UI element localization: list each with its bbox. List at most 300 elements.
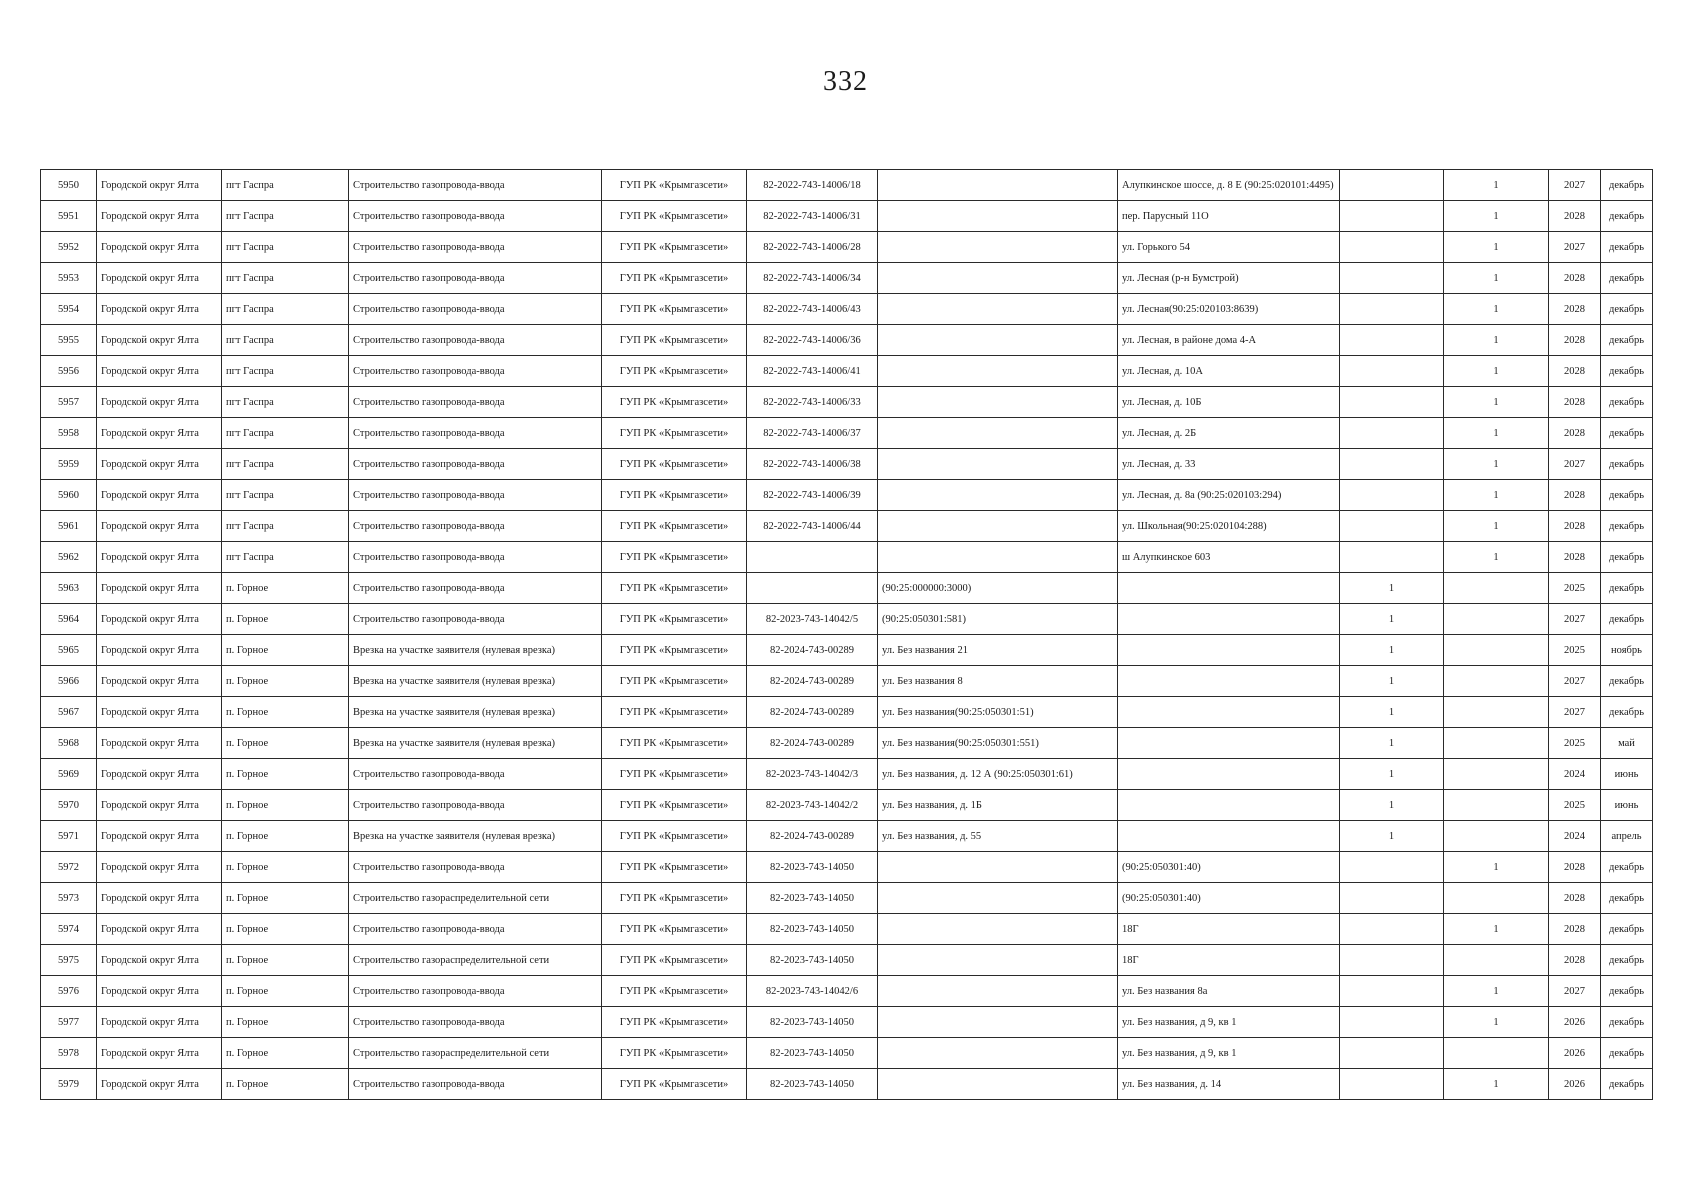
address-cell-b: ул. Без названия, д. 14	[1118, 1069, 1340, 1100]
quantity-cell-a	[1340, 418, 1444, 449]
row-number-cell: 5974	[41, 914, 97, 945]
quantity-cell-a: 1	[1340, 759, 1444, 790]
work-type-cell: Врезка на участке заявителя (нулевая врезка)	[349, 697, 602, 728]
table-row	[41, 170, 1653, 201]
row-number-cell: 5957	[41, 387, 97, 418]
application-id-cell: 82-2022-743-14006/41	[747, 356, 878, 387]
municipality-cell: Городской округ Ялта	[97, 201, 222, 232]
row-number-cell: 5964	[41, 604, 97, 635]
year-cell: 2028	[1549, 418, 1601, 449]
table-row	[41, 325, 1653, 356]
table-row	[41, 1069, 1653, 1100]
address-cell-a	[878, 387, 1118, 418]
quantity-cell-b: 1	[1444, 852, 1549, 883]
organization-cell: ГУП РК «Крымгазсети»	[602, 821, 747, 852]
address-cell-b	[1118, 666, 1340, 697]
organization-cell: ГУП РК «Крымгазсети»	[602, 914, 747, 945]
quantity-cell-a	[1340, 170, 1444, 201]
quantity-cell-a: 1	[1340, 573, 1444, 604]
row-number-cell: 5973	[41, 883, 97, 914]
table-row	[41, 294, 1653, 325]
year-cell: 2028	[1549, 356, 1601, 387]
quantity-cell-b: 1	[1444, 914, 1549, 945]
quantity-cell-a	[1340, 1038, 1444, 1069]
municipality-cell: Городской округ Ялта	[97, 387, 222, 418]
address-cell-a	[878, 325, 1118, 356]
organization-cell: ГУП РК «Крымгазсети»	[602, 1007, 747, 1038]
row-number-cell: 5960	[41, 480, 97, 511]
address-cell-b	[1118, 604, 1340, 635]
application-id-cell: 82-2022-743-14006/33	[747, 387, 878, 418]
settlement-cell: п. Горное	[222, 852, 349, 883]
address-cell-b: пер. Парусный 11О	[1118, 201, 1340, 232]
address-cell-a	[878, 511, 1118, 542]
work-type-cell: Строительство газопровода-ввода	[349, 232, 602, 263]
month-cell: декабрь	[1601, 511, 1653, 542]
work-type-cell: Строительство газораспределительной сети	[349, 1038, 602, 1069]
table-row	[41, 666, 1653, 697]
municipality-cell: Городской округ Ялта	[97, 356, 222, 387]
municipality-cell: Городской округ Ялта	[97, 604, 222, 635]
address-cell-b: ул. Школьная(90:25:020104:288)	[1118, 511, 1340, 542]
municipality-cell: Городской округ Ялта	[97, 170, 222, 201]
table-row	[41, 976, 1653, 1007]
row-number-cell: 5976	[41, 976, 97, 1007]
quantity-cell-b: 1	[1444, 1007, 1549, 1038]
table-row	[41, 449, 1653, 480]
month-cell: декабрь	[1601, 387, 1653, 418]
application-id-cell	[747, 542, 878, 573]
application-id-cell: 82-2024-743-00289	[747, 728, 878, 759]
year-cell: 2028	[1549, 542, 1601, 573]
quantity-cell-a	[1340, 294, 1444, 325]
organization-cell: ГУП РК «Крымгазсети»	[602, 666, 747, 697]
address-cell-b: ул. Лесная, д. 10Б	[1118, 387, 1340, 418]
quantity-cell-b: 1	[1444, 511, 1549, 542]
application-id-cell: 82-2022-743-14006/34	[747, 263, 878, 294]
application-id-cell: 82-2022-743-14006/36	[747, 325, 878, 356]
application-id-cell: 82-2022-743-14006/18	[747, 170, 878, 201]
year-cell: 2025	[1549, 790, 1601, 821]
application-id-cell: 82-2023-743-14050	[747, 1007, 878, 1038]
application-id-cell: 82-2023-743-14042/3	[747, 759, 878, 790]
quantity-cell-a	[1340, 356, 1444, 387]
table-row	[41, 914, 1653, 945]
month-cell: апрель	[1601, 821, 1653, 852]
work-type-cell: Строительство газопровода-ввода	[349, 511, 602, 542]
page-number: 332	[823, 66, 868, 97]
address-cell-b: ул. Горького 54	[1118, 232, 1340, 263]
registry-rows	[41, 170, 1653, 1100]
application-id-cell: 82-2024-743-00289	[747, 635, 878, 666]
quantity-cell-a	[1340, 883, 1444, 914]
organization-cell: ГУП РК «Крымгазсети»	[602, 201, 747, 232]
work-type-cell: Строительство газопровода-ввода	[349, 914, 602, 945]
settlement-cell: п. Горное	[222, 697, 349, 728]
table-row	[41, 945, 1653, 976]
quantity-cell-a: 1	[1340, 604, 1444, 635]
application-id-cell: 82-2023-743-14042/6	[747, 976, 878, 1007]
address-cell-a	[878, 1069, 1118, 1100]
municipality-cell: Городской округ Ялта	[97, 418, 222, 449]
row-number-cell: 5978	[41, 1038, 97, 1069]
quantity-cell-b: 1	[1444, 542, 1549, 573]
organization-cell: ГУП РК «Крымгазсети»	[602, 1069, 747, 1100]
address-cell-a	[878, 356, 1118, 387]
settlement-cell: пгт Гаспра	[222, 356, 349, 387]
month-cell: май	[1601, 728, 1653, 759]
row-number-cell: 5971	[41, 821, 97, 852]
municipality-cell: Городской округ Ялта	[97, 790, 222, 821]
month-cell: декабрь	[1601, 883, 1653, 914]
registry-table	[40, 169, 1653, 1100]
table-row	[41, 1007, 1653, 1038]
organization-cell: ГУП РК «Крымгазсети»	[602, 573, 747, 604]
quantity-cell-b: 1	[1444, 263, 1549, 294]
organization-cell: ГУП РК «Крымгазсети»	[602, 945, 747, 976]
year-cell: 2026	[1549, 1069, 1601, 1100]
organization-cell: ГУП РК «Крымгазсети»	[602, 263, 747, 294]
address-cell-b: ул. Лесная, д. 8а (90:25:020103:294)	[1118, 480, 1340, 511]
address-cell-a	[878, 170, 1118, 201]
work-type-cell: Строительство газопровода-ввода	[349, 790, 602, 821]
row-number-cell: 5967	[41, 697, 97, 728]
work-type-cell: Строительство газопровода-ввода	[349, 573, 602, 604]
row-number-cell: 5954	[41, 294, 97, 325]
month-cell: декабрь	[1601, 449, 1653, 480]
settlement-cell: пгт Гаспра	[222, 201, 349, 232]
address-cell-b: 18Г	[1118, 914, 1340, 945]
quantity-cell-b: 1	[1444, 325, 1549, 356]
quantity-cell-a: 1	[1340, 697, 1444, 728]
quantity-cell-b	[1444, 1038, 1549, 1069]
address-cell-b	[1118, 759, 1340, 790]
work-type-cell: Строительство газопровода-ввода	[349, 542, 602, 573]
municipality-cell: Городской округ Ялта	[97, 1007, 222, 1038]
quantity-cell-a: 1	[1340, 728, 1444, 759]
municipality-cell: Городской округ Ялта	[97, 325, 222, 356]
row-number-cell: 5970	[41, 790, 97, 821]
organization-cell: ГУП РК «Крымгазсети»	[602, 387, 747, 418]
year-cell: 2028	[1549, 945, 1601, 976]
month-cell: ноябрь	[1601, 635, 1653, 666]
organization-cell: ГУП РК «Крымгазсети»	[602, 480, 747, 511]
municipality-cell: Городской округ Ялта	[97, 759, 222, 790]
settlement-cell: п. Горное	[222, 666, 349, 697]
settlement-cell: пгт Гаспра	[222, 387, 349, 418]
work-type-cell: Строительство газораспределительной сети	[349, 883, 602, 914]
municipality-cell: Городской округ Ялта	[97, 697, 222, 728]
row-number-cell: 5958	[41, 418, 97, 449]
quantity-cell-a	[1340, 945, 1444, 976]
municipality-cell: Городской округ Ялта	[97, 821, 222, 852]
address-cell-a	[878, 418, 1118, 449]
month-cell: декабрь	[1601, 573, 1653, 604]
month-cell: декабрь	[1601, 1069, 1653, 1100]
year-cell: 2028	[1549, 263, 1601, 294]
settlement-cell: пгт Гаспра	[222, 511, 349, 542]
application-id-cell: 82-2024-743-00289	[747, 821, 878, 852]
work-type-cell: Врезка на участке заявителя (нулевая врезка)	[349, 666, 602, 697]
quantity-cell-a	[1340, 387, 1444, 418]
municipality-cell: Городской округ Ялта	[97, 1069, 222, 1100]
month-cell: декабрь	[1601, 1007, 1653, 1038]
settlement-cell: пгт Гаспра	[222, 480, 349, 511]
month-cell: декабрь	[1601, 666, 1653, 697]
address-cell-b: ул. Лесная, в районе дома 4-А	[1118, 325, 1340, 356]
year-cell: 2025	[1549, 573, 1601, 604]
address-cell-a: ул. Без названия 21	[878, 635, 1118, 666]
table-row	[41, 573, 1653, 604]
row-number-cell: 5969	[41, 759, 97, 790]
quantity-cell-a: 1	[1340, 666, 1444, 697]
application-id-cell: 82-2022-743-14006/43	[747, 294, 878, 325]
address-cell-b: ул. Лесная, д. 10А	[1118, 356, 1340, 387]
month-cell: декабрь	[1601, 1038, 1653, 1069]
quantity-cell-b: 1	[1444, 294, 1549, 325]
settlement-cell: п. Горное	[222, 604, 349, 635]
month-cell: декабрь	[1601, 852, 1653, 883]
year-cell: 2025	[1549, 728, 1601, 759]
settlement-cell: п. Горное	[222, 573, 349, 604]
year-cell: 2025	[1549, 635, 1601, 666]
settlement-cell: п. Горное	[222, 1069, 349, 1100]
year-cell: 2027	[1549, 232, 1601, 263]
municipality-cell: Городской округ Ялта	[97, 480, 222, 511]
application-id-cell: 82-2022-743-14006/44	[747, 511, 878, 542]
year-cell: 2027	[1549, 170, 1601, 201]
application-id-cell: 82-2023-743-14050	[747, 883, 878, 914]
application-id-cell: 82-2022-743-14006/38	[747, 449, 878, 480]
settlement-cell: п. Горное	[222, 728, 349, 759]
settlement-cell: пгт Гаспра	[222, 263, 349, 294]
quantity-cell-b	[1444, 945, 1549, 976]
work-type-cell: Строительство газопровода-ввода	[349, 418, 602, 449]
year-cell: 2028	[1549, 511, 1601, 542]
work-type-cell: Строительство газопровода-ввода	[349, 480, 602, 511]
application-id-cell	[747, 573, 878, 604]
address-cell-b: Алупкинское шоссе, д. 8 Е (90:25:020101:4495)	[1118, 170, 1340, 201]
application-id-cell: 82-2022-743-14006/37	[747, 418, 878, 449]
settlement-cell: п. Горное	[222, 1038, 349, 1069]
work-type-cell: Строительство газопровода-ввода	[349, 201, 602, 232]
municipality-cell: Городской округ Ялта	[97, 852, 222, 883]
month-cell: декабрь	[1601, 418, 1653, 449]
table-row	[41, 883, 1653, 914]
address-cell-a	[878, 945, 1118, 976]
organization-cell: ГУП РК «Крымгазсети»	[602, 790, 747, 821]
municipality-cell: Городской округ Ялта	[97, 232, 222, 263]
application-id-cell: 82-2023-743-14050	[747, 1069, 878, 1100]
row-number-cell: 5952	[41, 232, 97, 263]
table-row	[41, 263, 1653, 294]
application-id-cell: 82-2023-743-14050	[747, 852, 878, 883]
settlement-cell: пгт Гаспра	[222, 325, 349, 356]
table-row	[41, 790, 1653, 821]
quantity-cell-b	[1444, 573, 1549, 604]
table-row	[41, 635, 1653, 666]
month-cell: декабрь	[1601, 914, 1653, 945]
quantity-cell-a	[1340, 232, 1444, 263]
month-cell: декабрь	[1601, 170, 1653, 201]
table-row	[41, 232, 1653, 263]
address-cell-a	[878, 1007, 1118, 1038]
quantity-cell-a	[1340, 852, 1444, 883]
year-cell: 2027	[1549, 449, 1601, 480]
address-cell-b: ул. Без названия 8а	[1118, 976, 1340, 1007]
organization-cell: ГУП РК «Крымгазсети»	[602, 294, 747, 325]
year-cell: 2026	[1549, 1007, 1601, 1038]
quantity-cell-a	[1340, 1069, 1444, 1100]
work-type-cell: Строительство газопровода-ввода	[349, 387, 602, 418]
organization-cell: ГУП РК «Крымгазсети»	[602, 418, 747, 449]
quantity-cell-a	[1340, 976, 1444, 1007]
work-type-cell: Строительство газопровода-ввода	[349, 294, 602, 325]
municipality-cell: Городской округ Ялта	[97, 914, 222, 945]
month-cell: декабрь	[1601, 325, 1653, 356]
address-cell-b: 18Г	[1118, 945, 1340, 976]
address-cell-a	[878, 263, 1118, 294]
work-type-cell: Строительство газопровода-ввода	[349, 325, 602, 356]
year-cell: 2027	[1549, 666, 1601, 697]
quantity-cell-a: 1	[1340, 821, 1444, 852]
year-cell: 2024	[1549, 759, 1601, 790]
address-cell-a: ул. Без названия(90:25:050301:51)	[878, 697, 1118, 728]
municipality-cell: Городской округ Ялта	[97, 449, 222, 480]
address-cell-a: ул. Без названия(90:25:050301:551)	[878, 728, 1118, 759]
municipality-cell: Городской округ Ялта	[97, 573, 222, 604]
address-cell-a: (90:25:050301:581)	[878, 604, 1118, 635]
address-cell-b: ул. Лесная, д. 2Б	[1118, 418, 1340, 449]
row-number-cell: 5968	[41, 728, 97, 759]
year-cell: 2028	[1549, 294, 1601, 325]
application-id-cell: 82-2023-743-14042/2	[747, 790, 878, 821]
address-cell-a: ул. Без названия, д. 1Б	[878, 790, 1118, 821]
quantity-cell-a	[1340, 1007, 1444, 1038]
quantity-cell-b: 1	[1444, 976, 1549, 1007]
settlement-cell: пгт Гаспра	[222, 449, 349, 480]
work-type-cell: Строительство газопровода-ввода	[349, 263, 602, 294]
quantity-cell-a	[1340, 914, 1444, 945]
table-row	[41, 821, 1653, 852]
organization-cell: ГУП РК «Крымгазсети»	[602, 883, 747, 914]
work-type-cell: Строительство газопровода-ввода	[349, 976, 602, 1007]
municipality-cell: Городской округ Ялта	[97, 635, 222, 666]
row-number-cell: 5977	[41, 1007, 97, 1038]
table-row	[41, 852, 1653, 883]
month-cell: декабрь	[1601, 697, 1653, 728]
quantity-cell-b: 1	[1444, 356, 1549, 387]
quantity-cell-b	[1444, 604, 1549, 635]
organization-cell: ГУП РК «Крымгазсети»	[602, 542, 747, 573]
address-cell-a	[878, 201, 1118, 232]
address-cell-b: ул. Лесная (р-н Бумстрой)	[1118, 263, 1340, 294]
address-cell-b: (90:25:050301:40)	[1118, 852, 1340, 883]
table-row	[41, 480, 1653, 511]
row-number-cell: 5955	[41, 325, 97, 356]
quantity-cell-b	[1444, 821, 1549, 852]
month-cell: декабрь	[1601, 263, 1653, 294]
quantity-cell-b	[1444, 883, 1549, 914]
settlement-cell: п. Горное	[222, 883, 349, 914]
organization-cell: ГУП РК «Крымгазсети»	[602, 976, 747, 1007]
row-number-cell: 5951	[41, 201, 97, 232]
month-cell: июнь	[1601, 759, 1653, 790]
work-type-cell: Строительство газопровода-ввода	[349, 604, 602, 635]
address-cell-a	[878, 976, 1118, 1007]
municipality-cell: Городской округ Ялта	[97, 263, 222, 294]
address-cell-a	[878, 542, 1118, 573]
quantity-cell-b	[1444, 759, 1549, 790]
settlement-cell: п. Горное	[222, 635, 349, 666]
quantity-cell-a	[1340, 263, 1444, 294]
organization-cell: ГУП РК «Крымгазсети»	[602, 635, 747, 666]
organization-cell: ГУП РК «Крымгазсети»	[602, 449, 747, 480]
year-cell: 2027	[1549, 976, 1601, 1007]
settlement-cell: п. Горное	[222, 976, 349, 1007]
application-id-cell: 82-2024-743-00289	[747, 697, 878, 728]
organization-cell: ГУП РК «Крымгазсети»	[602, 759, 747, 790]
settlement-cell: пгт Гаспра	[222, 542, 349, 573]
work-type-cell: Строительство газопровода-ввода	[349, 1007, 602, 1038]
quantity-cell-a	[1340, 325, 1444, 356]
address-cell-b	[1118, 635, 1340, 666]
month-cell: декабрь	[1601, 356, 1653, 387]
address-cell-b	[1118, 728, 1340, 759]
quantity-cell-b	[1444, 666, 1549, 697]
quantity-cell-b: 1	[1444, 201, 1549, 232]
municipality-cell: Городской округ Ялта	[97, 976, 222, 1007]
work-type-cell: Врезка на участке заявителя (нулевая врезка)	[349, 635, 602, 666]
quantity-cell-b	[1444, 635, 1549, 666]
table-row	[41, 604, 1653, 635]
address-cell-a	[878, 294, 1118, 325]
organization-cell: ГУП РК «Крымгазсети»	[602, 1038, 747, 1069]
municipality-cell: Городской округ Ялта	[97, 511, 222, 542]
address-cell-a	[878, 852, 1118, 883]
table-row	[41, 387, 1653, 418]
address-cell-a	[878, 232, 1118, 263]
quantity-cell-b: 1	[1444, 232, 1549, 263]
settlement-cell: п. Горное	[222, 759, 349, 790]
table-row	[41, 542, 1653, 573]
month-cell: июнь	[1601, 790, 1653, 821]
table-row	[41, 418, 1653, 449]
settlement-cell: п. Горное	[222, 821, 349, 852]
application-id-cell: 82-2023-743-14050	[747, 945, 878, 976]
table-row	[41, 759, 1653, 790]
address-cell-b: (90:25:050301:40)	[1118, 883, 1340, 914]
address-cell-a	[878, 1038, 1118, 1069]
address-cell-b: ул. Без названия, д 9, кв 1	[1118, 1038, 1340, 1069]
month-cell: декабрь	[1601, 294, 1653, 325]
address-cell-b: ул. Лесная(90:25:020103:8639)	[1118, 294, 1340, 325]
municipality-cell: Городской округ Ялта	[97, 945, 222, 976]
organization-cell: ГУП РК «Крымгазсети»	[602, 232, 747, 263]
quantity-cell-a: 1	[1340, 635, 1444, 666]
quantity-cell-b: 1	[1444, 170, 1549, 201]
year-cell: 2028	[1549, 201, 1601, 232]
table-row	[41, 511, 1653, 542]
organization-cell: ГУП РК «Крымгазсети»	[602, 604, 747, 635]
address-cell-b	[1118, 821, 1340, 852]
year-cell: 2024	[1549, 821, 1601, 852]
year-cell: 2028	[1549, 480, 1601, 511]
address-cell-a	[878, 914, 1118, 945]
organization-cell: ГУП РК «Крымгазсети»	[602, 356, 747, 387]
address-cell-a: (90:25:000000:3000)	[878, 573, 1118, 604]
address-cell-b	[1118, 573, 1340, 604]
